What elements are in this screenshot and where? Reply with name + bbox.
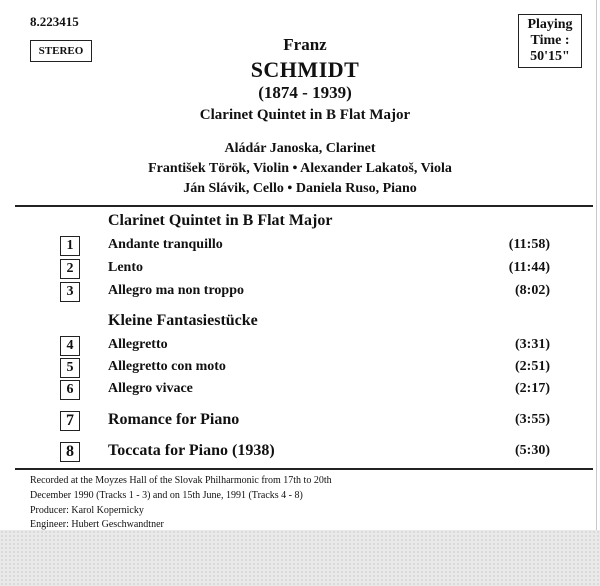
track-time: (5:30) (515, 443, 550, 458)
track-number: 1 (60, 236, 80, 256)
divider-bottom (15, 468, 593, 470)
recording-note-line-1: Recorded at the Moyzes Hall of the Slovak Philharmonic from 17th to 20th (30, 475, 332, 486)
track-time: (8:02) (515, 283, 550, 298)
playing-time-label-2: Time : (530, 33, 570, 48)
track-time: (2:51) (515, 359, 550, 374)
track-time: (3:31) (515, 337, 550, 352)
section-title-fantasiestucke: Kleine Fantasiestücke (108, 312, 258, 329)
track-time: (11:58) (508, 237, 550, 252)
engineer-credit: Engineer: Hubert Geschwandtner (30, 519, 164, 530)
playing-time-value: 50'15" (530, 49, 570, 64)
stereo-badge: STEREO (30, 40, 92, 62)
performer-line-3: Ján Slávik, Cello • Daniela Ruso, Piano (183, 181, 417, 196)
scan-margin (0, 530, 600, 586)
track-number: 7 (60, 411, 80, 431)
catalog-number: 8.223415 (30, 14, 79, 29)
track-title: Allegretto con moto (108, 359, 226, 374)
track-title: Toccata for Piano (1938) (108, 442, 275, 459)
performer-line-1: Aládár Janoska, Clarinet (224, 141, 376, 156)
recording-note-line-2: December 1990 (Tracks 1 - 3) and on 15th June, 1991 (Tracks 4 - 8) (30, 490, 303, 501)
track-title: Allegro vivace (108, 381, 193, 396)
track-time: (2:17) (515, 381, 550, 396)
producer-credit: Producer: Karol Kopernicky (30, 505, 144, 516)
track-title: Romance for Piano (108, 411, 240, 428)
composer-dates: (1874 - 1939) (258, 83, 352, 102)
track-time: (11:44) (508, 260, 550, 275)
track-title: Allegretto (108, 337, 168, 352)
scan-edge (596, 0, 597, 530)
track-title: Lento (108, 260, 143, 275)
divider-top (15, 205, 593, 207)
composer-first-name: Franz (283, 35, 327, 54)
track-number: 8 (60, 442, 80, 462)
track-number: 3 (60, 282, 80, 302)
section-title-quintet: Clarinet Quintet in B Flat Major (108, 212, 333, 229)
performer-line-2: František Török, Violin • Alexander Lakatoš, Viola (148, 161, 452, 176)
track-number: 6 (60, 380, 80, 400)
work-title: Clarinet Quintet in B Flat Major (199, 107, 411, 123)
track-time: (3:55) (515, 412, 550, 427)
track-number: 4 (60, 336, 80, 356)
composer-last-name: SCHMIDT (250, 57, 360, 82)
track-number: 5 (60, 358, 80, 378)
playing-time-label-1: Playing (527, 17, 573, 32)
track-title: Allegro ma non troppo (108, 283, 244, 298)
track-number: 2 (60, 259, 80, 279)
track-title: Andante tranquillo (108, 237, 223, 252)
